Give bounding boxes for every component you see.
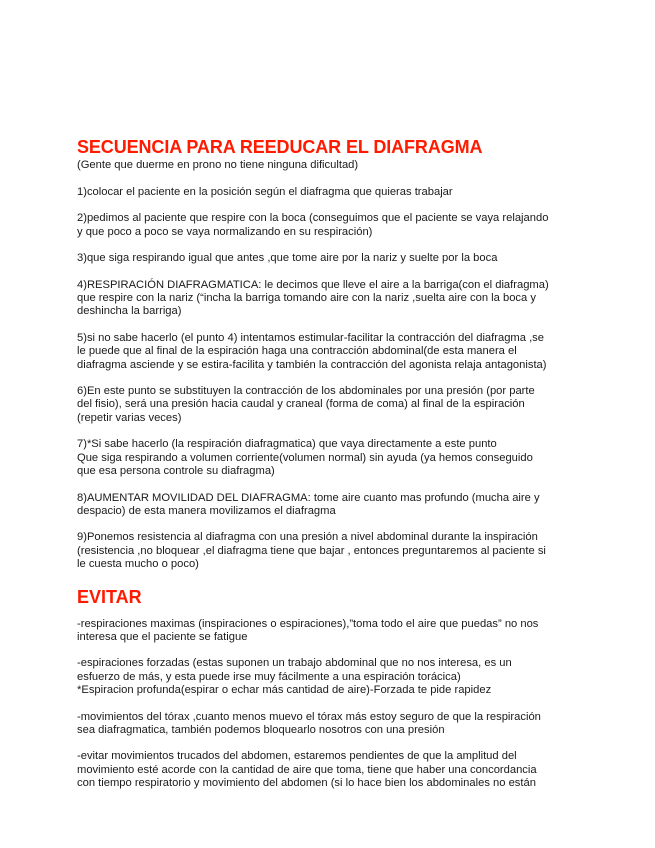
step-paragraph: 2)pedimos al paciente que respire con la boca (conseguimos que el paciente se vaya relajando y que poco a poco se vaya normalizando en su respiración) xyxy=(77,212,549,238)
avoid-paragraph: -espiraciones forzadas (estas suponen un trabajo abdominal que no nos interesa, es un esfuerzo de más, y esta puede irse muy fácilmente a una espiración torácica) *Espiracion profunda(espirar o echar más cantidad de aire)-Forzada te pide rapidez xyxy=(77,657,512,697)
step-paragraph: 6)En este punto se substituyen la contracción de los abdominales por una presión (por parte del fisio), será una presión hacia caudal y craneal (forma de coma) al final de la espiración (repetir varias veces) xyxy=(77,385,535,424)
page-title: SECUENCIA PARA REEDUCAR EL DIAFRAGMA xyxy=(77,137,483,157)
step-paragraph: 3)que siga respirando igual que antes ,que tome aire por la nariz y suelte por la boca xyxy=(77,252,498,265)
step-paragraph: 7)*Si sabe hacerlo (la respiración diafragmatica) que vaya directamente a este punto Que siga respirando a volumen corriente(volumen normal) sin ayuda (ya hemos conseguido que esa persona controle su diafragma) xyxy=(77,438,533,478)
document-body xyxy=(77,136,597,804)
step-paragraph: 8)AUMENTAR MOVILIDAD DEL DIAFRAGMA: tome aire cuanto mas profundo (mucha aire y despacio) de esta manera movilizamos el diafragma xyxy=(77,491,540,517)
step-paragraph: 1)colocar el paciente en la posición según el diafragma que quieras trabajar xyxy=(77,186,453,198)
avoid-paragraph: -respiraciones maximas (inspiraciones o espiraciones),”toma todo el aire que puedas” no nos interesa que el paciente se fatigue xyxy=(77,617,539,643)
step-paragraph: 9)Ponemos resistencia al diafragma con una presión a nivel abdominal durante la inspiración (resistencia ,no bloquear ,el diafragma tiene que bajar , entonces preguntaremos al paciente si le cuesta mucho o poco) xyxy=(77,531,546,571)
section-heading-evitar: EVITAR xyxy=(77,586,142,607)
avoid-paragraph: -movimientos del tórax ,cuanto menos muevo el tórax más estoy seguro de que la respiración sea diafragmatica, también podemos bloquearlo nosotros con una presión xyxy=(77,710,541,736)
subtitle: (Gente que duerme en prono no tiene ninguna dificultad) xyxy=(77,159,359,171)
avoid-paragraph: -evitar movimientos trucados del abdomen, estaremos pendientes de que la amplitud del movimiento esté acorde con la cantidad de aire que toma, tiene que haber una concordancia con tiempo respiratorio y movimiento del abdomen (si lo hace bien los abdominales no están xyxy=(77,750,537,790)
step-paragraph: 4)RESPIRACIÓN DIAFRAGMATICA: le decimos que lleve el aire a la barriga(con el diafragma) que respire con la nariz (“incha la barriga tomando aire con la nariz ,suelta aire con la boca y deshincha la barriga) xyxy=(77,278,549,318)
step-paragraph: 5)si no sabe hacerlo (el punto 4) intentamos estimular-facilitar la contracción del diafragma ,se le puede que al final de la espiración haga una contracción abdominal(de esta manera el diafragma asciende y se estira-facilita y también la contracción del agonista relaja antagonista) xyxy=(77,331,547,371)
